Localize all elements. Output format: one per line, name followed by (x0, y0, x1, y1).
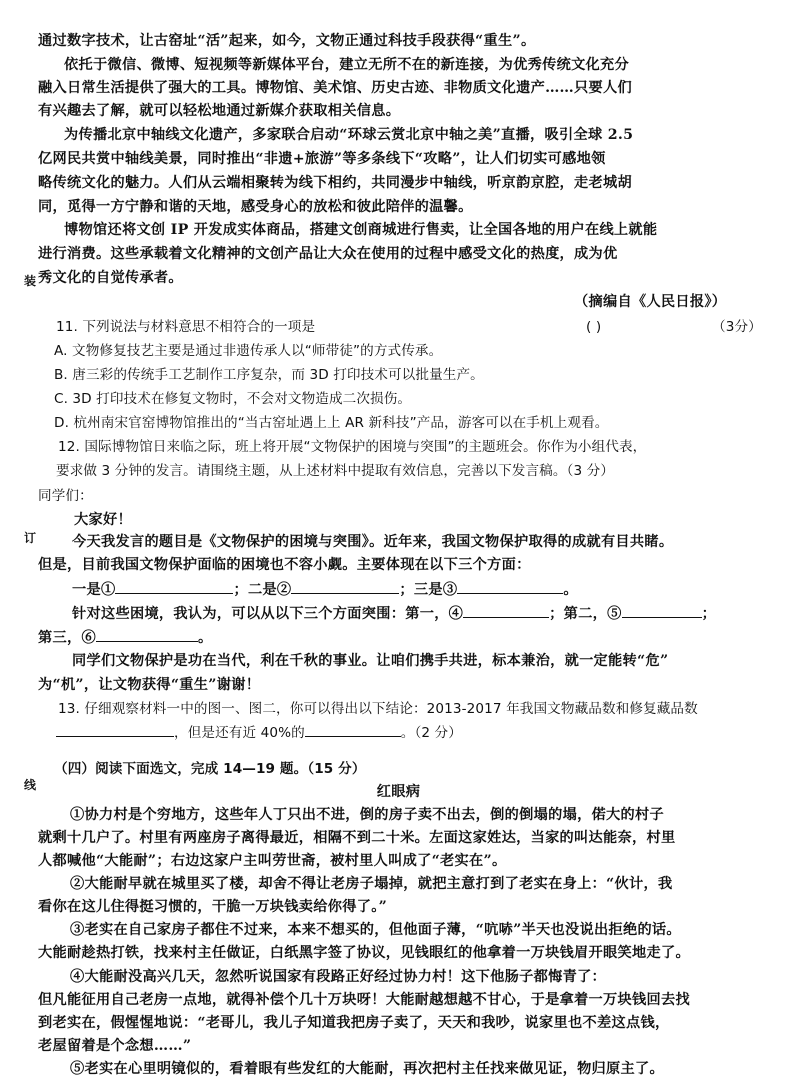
q11-score: （3分） (712, 319, 762, 335)
q13-end-text: 。（2 分） (400, 725, 462, 741)
story-line: 但凡能征用自己老房一点地，就得补偿个几十万块呀！大能耐越想越不甘心，于是拿着一万块钱回去找 (38, 992, 690, 1008)
story-line: 大能耐趁热打铁，找来村主任做证，白纸黑字签了协议，见钱眼红的他拿着一万块钱眉开眼笑地走了。 (38, 945, 690, 961)
passage-line: 博物馆还将文创 IP 开发成实体商品，搭建文创商城进行售卖，让全国各地的用户在线上就能 (64, 222, 658, 238)
q12-stem-line2: 要求做 3 分钟的发言。请围绕主题，从上述材料中提取有效信息，完善以下发言稿。（3 分） (56, 463, 615, 479)
passage-line: 通过数字技术，让古窑址“活”起来，如今，文物正通过科技手段获得“重生”。 (38, 33, 536, 49)
passage-line: 有兴趣去了解，就可以轻松地通过新媒介获取相关信息。 (38, 103, 401, 119)
answer-blank-6[interactable] (96, 626, 198, 642)
period: 。 (563, 582, 578, 598)
speech-paragraph: 今天我发言的题目是《文物保护的困境与突围》。近年来，我国文物保护取得的成就有目共睹。 (72, 534, 674, 550)
passage-line: 依托于微信、微博、短视频等新媒体平台，建立无所不在的新连接，为优秀传统文化充分 (64, 57, 630, 73)
passage-source: （摘编自《人民日报》） (574, 294, 727, 310)
story-line: ⑤老实在心里明镜似的，看着眼有些发红的大能耐，再次把村主任找来做见证，物归原主了。 (70, 1061, 664, 1077)
story-line: ②大能耐早就在城里买了楼，却舍不得让老房子塌掉，就把主意打到了老实在身上：“伙计，我 (70, 876, 673, 892)
story-line: ③老实在自己家房子都住不过来，本来不想买的，但他面子薄，“吭哧”半天也没说出拒绝的话。 (70, 922, 681, 938)
answer-blank-2[interactable] (291, 578, 399, 594)
story-line: 就剩十几户了。村里有两座房子离得最近，相隔不到二十米。左面这家姓达，当家的叫达能奈，村里 (38, 830, 676, 846)
speech-paragraph: 同学们文物保护是功在当代，利在千秋的事业。让咱们携手共进，标本兼治，就一定能转“危” (72, 653, 669, 669)
q13-answer-blank-2[interactable] (305, 721, 401, 737)
q11-stem: 11. 下列说法与材料意思不相符合的一项是 (56, 319, 316, 335)
passage-line: 同，觅得一方宁静和谐的天地，感受身心的放松和彼此陪伴的温馨。 (38, 199, 473, 215)
section-heading: （四）阅读下面选文，完成 14—19 题。（15 分） (54, 761, 366, 777)
label-two: ；二是② (233, 582, 292, 598)
speech-solutions-line (72, 602, 716, 625)
binding-mark-ding: 订 (24, 531, 37, 545)
speech-paragraph: 但是，目前我国文物保护面临的困境也不容小觑。主要体现在以下三个方面： (38, 557, 531, 573)
binding-mark-xian: 线 (24, 778, 37, 792)
story-line: ④大能耐没高兴几天，忽然听说国家有段路正好经过协力村！这下他肠子都悔青了： (70, 969, 607, 985)
q13-stem-line2 (56, 721, 462, 744)
answer-blank-5[interactable] (622, 602, 702, 618)
q12-stem-line1: 12. 国际博物馆日来临之际，班上将开展“文物保护的困境与突围”的主题班会。你作为小组代表， (58, 439, 647, 455)
q13-mid-text: ，但是还有近 40%的 (174, 725, 305, 741)
passage-line: 融入日常生活提供了强大的工具。博物馆、美术馆、历史古迹、非物质文化遗产……只要人们 (38, 80, 632, 96)
passage-line: 为传播北京中轴线文化遗产，多家联合启动“环球云赏北京中轴之美”直播，吸引全球 2.5 (64, 127, 634, 143)
label-one: 一是① (72, 582, 116, 598)
label-three: ；三是③ (399, 582, 458, 598)
q11-option-a: A. 文物修复技艺主要是通过非遗传承人以“师带徒”的方式传承。 (54, 343, 443, 359)
story-line: 到老实在，假惺惺地说：“老哥儿，我儿子知道我把房子卖了，天天和我吵，说家里也不差这点钱， (38, 1015, 670, 1031)
answer-blank-3[interactable] (457, 578, 563, 594)
answer-blank-1[interactable] (115, 578, 233, 594)
q11-option-b: B. 唐三彩的传统手工艺制作工序复杂，而 3D 打印技术可以批量生产。 (54, 367, 484, 383)
q11-option-d: D. 杭州南宋官窑博物馆推出的“当古窑址遇上上 AR 新科技”产品，游客可以在手机上观看。 (54, 415, 609, 431)
passage-line: 略传统文化的魅力。人们从云端相聚转为线下相约，共同漫步中轴线，听京韵京腔，走老城胡 (38, 175, 632, 191)
answer-blank-4[interactable] (463, 602, 549, 618)
passage-line: 秀文化的自觉传承者。 (38, 270, 183, 286)
passage-line: 进行消费。这些承载着文化精神的文创产品让大众在使用的过程中感受文化的热度，成为优 (38, 246, 618, 262)
speech-paragraph: 为“机”，让文物获得“重生”谢谢！ (38, 677, 261, 693)
q13-stem-line1: 13. 仔细观察材料一中的图一、图二，你可以得出以下结论：2013-2017 年我国文物藏品数和修复藏品数 (58, 701, 698, 717)
period: 。 (197, 630, 213, 646)
q11-option-c: C. 3D 打印技术在修复文物时，不会对文物造成二次损伤。 (54, 391, 412, 407)
speech-hello: 大家好！ (74, 512, 132, 528)
story-title: 红眼病 (376, 784, 421, 800)
story-line: ①协力村是个穷地方，这些年人丁只出不进，倒的房子卖不出去，倒的倒塌的塌，偌大的村子 (70, 807, 664, 823)
solutions-intro: 针对这些困境，我认为，可以从以下三个方面突围：第一，④ (72, 606, 464, 622)
story-line: 老屋留着是个念想……” (38, 1038, 192, 1054)
speech-third-line (38, 626, 212, 649)
semicolon: ； (701, 606, 717, 622)
speech-difficulties-line (72, 578, 578, 601)
passage-line: 亿网民共赏中轴线美景，同时推出“非遗+旅游”等多条线下“攻略”，让人们切实可感地领 (38, 151, 606, 167)
speech-greeting: 同学们： (38, 488, 93, 504)
label-second: ；第二，⑤ (549, 606, 622, 622)
story-line: 人都喊他“大能耐”；右边这家户主叫劳世斋，被村里人叫成了“老实在”。 (38, 853, 507, 869)
label-third: 第三，⑥ (38, 630, 96, 646)
story-line: 看你在这儿住得挺习惯的，干脆一万块钱卖给你得了。” (38, 899, 388, 915)
binding-mark-zhuang: 装 (24, 274, 37, 288)
q11-answer-paren: ( ) (586, 319, 602, 335)
q13-answer-blank-1[interactable] (56, 721, 174, 737)
